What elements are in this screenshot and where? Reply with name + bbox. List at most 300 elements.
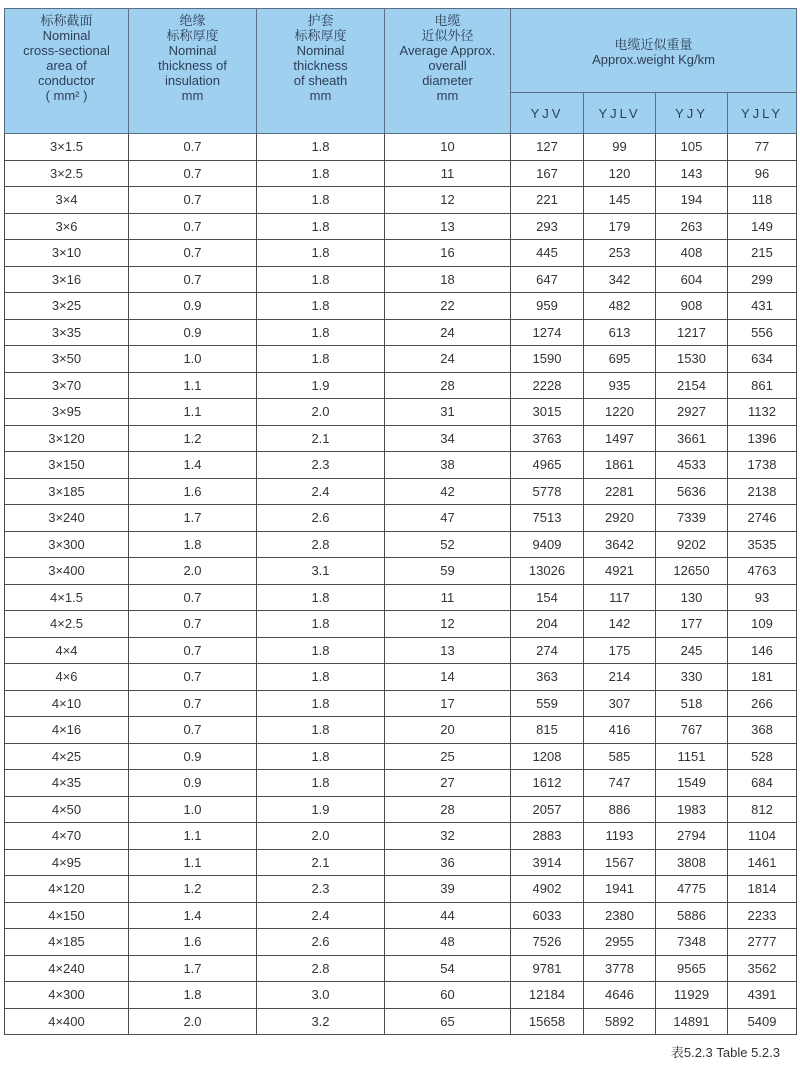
sheath-cell: 1.9 [257, 372, 385, 399]
sheath-cell: 1.8 [257, 743, 385, 770]
yjv-weight-cell: 7526 [511, 929, 584, 956]
sheath-cell: 1.8 [257, 717, 385, 744]
table-row [5, 584, 797, 611]
yjv-weight-cell: 167 [511, 160, 584, 187]
yjv-weight-cell: 12184 [511, 982, 584, 1009]
cross-section-cell: 4×95 [5, 849, 129, 876]
yjlv-weight-cell: 214 [584, 664, 656, 691]
table-row [5, 266, 797, 293]
yjy-weight-cell: 1530 [656, 346, 728, 373]
header-yjly: YJLY [728, 93, 797, 134]
yjlv-weight-cell: 1193 [584, 823, 656, 850]
sheath-cell: 1.8 [257, 611, 385, 638]
cross-section-cell: 4×400 [5, 1008, 129, 1035]
header-approx-weight: 电缆近似重量 Approx.weight Kg/km [511, 9, 797, 93]
insulation-cell: 1.0 [129, 796, 257, 823]
table-row [5, 876, 797, 903]
yjv-weight-cell: 445 [511, 240, 584, 267]
yjy-weight-cell: 1983 [656, 796, 728, 823]
diameter-cell: 65 [385, 1008, 511, 1035]
header-yjv: YJV [511, 93, 584, 134]
header-yjlv: YJLV [584, 93, 656, 134]
sheath-cell: 1.8 [257, 584, 385, 611]
sheath-cell: 1.8 [257, 690, 385, 717]
yjly-weight-cell: 5409 [728, 1008, 797, 1035]
yjlv-weight-cell: 307 [584, 690, 656, 717]
yjly-weight-cell: 1132 [728, 399, 797, 426]
insulation-cell: 0.9 [129, 743, 257, 770]
yjy-weight-cell: 9565 [656, 955, 728, 982]
yjv-weight-cell: 3763 [511, 425, 584, 452]
yjlv-weight-cell: 416 [584, 717, 656, 744]
yjy-weight-cell: 143 [656, 160, 728, 187]
yjly-weight-cell: 4763 [728, 558, 797, 585]
yjly-weight-cell: 4391 [728, 982, 797, 1009]
yjv-weight-cell: 127 [511, 134, 584, 161]
table-row [5, 213, 797, 240]
yjy-weight-cell: 767 [656, 717, 728, 744]
yjly-weight-cell: 1461 [728, 849, 797, 876]
cross-section-cell: 4×1.5 [5, 584, 129, 611]
table-row [5, 346, 797, 373]
sheath-cell: 2.8 [257, 531, 385, 558]
yjlv-weight-cell: 175 [584, 637, 656, 664]
yjlv-weight-cell: 2955 [584, 929, 656, 956]
yjlv-weight-cell: 99 [584, 134, 656, 161]
yjv-weight-cell: 154 [511, 584, 584, 611]
yjy-weight-cell: 11929 [656, 982, 728, 1009]
cross-section-cell: 4×4 [5, 637, 129, 664]
yjlv-weight-cell: 747 [584, 770, 656, 797]
diameter-cell: 59 [385, 558, 511, 585]
diameter-cell: 11 [385, 160, 511, 187]
yjly-weight-cell: 96 [728, 160, 797, 187]
insulation-cell: 0.7 [129, 611, 257, 638]
sheath-cell: 2.6 [257, 929, 385, 956]
insulation-cell: 1.7 [129, 955, 257, 982]
diameter-cell: 54 [385, 955, 511, 982]
diameter-cell: 11 [385, 584, 511, 611]
table-row [5, 160, 797, 187]
cross-section-cell: 3×16 [5, 266, 129, 293]
diameter-cell: 32 [385, 823, 511, 850]
yjv-weight-cell: 5778 [511, 478, 584, 505]
table-row [5, 240, 797, 267]
insulation-cell: 1.8 [129, 531, 257, 558]
cross-section-cell: 4×185 [5, 929, 129, 956]
diameter-cell: 14 [385, 664, 511, 691]
insulation-cell: 0.7 [129, 160, 257, 187]
table-row [5, 955, 797, 982]
table-row [5, 134, 797, 161]
table-row [5, 478, 797, 505]
diameter-cell: 24 [385, 346, 511, 373]
yjv-weight-cell: 1274 [511, 319, 584, 346]
insulation-cell: 0.7 [129, 717, 257, 744]
yjly-weight-cell: 118 [728, 187, 797, 214]
sheath-cell: 1.8 [257, 266, 385, 293]
yjlv-weight-cell: 2920 [584, 505, 656, 532]
yjv-weight-cell: 6033 [511, 902, 584, 929]
diameter-cell: 17 [385, 690, 511, 717]
yjlv-weight-cell: 142 [584, 611, 656, 638]
cross-section-cell: 4×300 [5, 982, 129, 1009]
diameter-cell: 38 [385, 452, 511, 479]
yjlv-weight-cell: 1220 [584, 399, 656, 426]
cable-spec-table [4, 8, 797, 1035]
diameter-cell: 39 [385, 876, 511, 903]
header-yjy: YJY [656, 93, 728, 134]
cross-section-cell: 3×1.5 [5, 134, 129, 161]
diameter-cell: 60 [385, 982, 511, 1009]
yjly-weight-cell: 299 [728, 266, 797, 293]
table-row [5, 611, 797, 638]
diameter-cell: 20 [385, 717, 511, 744]
yjy-weight-cell: 130 [656, 584, 728, 611]
yjy-weight-cell: 245 [656, 637, 728, 664]
diameter-cell: 10 [385, 134, 511, 161]
yjy-weight-cell: 2927 [656, 399, 728, 426]
table-row [5, 293, 797, 320]
yjly-weight-cell: 861 [728, 372, 797, 399]
sheath-cell: 2.4 [257, 902, 385, 929]
table-row [5, 770, 797, 797]
table-row [5, 1008, 797, 1035]
insulation-cell: 0.9 [129, 770, 257, 797]
sheath-cell: 3.0 [257, 982, 385, 1009]
diameter-cell: 36 [385, 849, 511, 876]
sheath-cell: 1.8 [257, 319, 385, 346]
sheath-cell: 2.0 [257, 399, 385, 426]
diameter-cell: 52 [385, 531, 511, 558]
yjlv-weight-cell: 2281 [584, 478, 656, 505]
cross-section-cell: 3×2.5 [5, 160, 129, 187]
table-row [5, 399, 797, 426]
yjlv-weight-cell: 1567 [584, 849, 656, 876]
sheath-cell: 2.6 [257, 505, 385, 532]
insulation-cell: 0.7 [129, 690, 257, 717]
cross-section-cell: 3×70 [5, 372, 129, 399]
yjv-weight-cell: 559 [511, 690, 584, 717]
yjlv-weight-cell: 179 [584, 213, 656, 240]
sheath-cell: 1.8 [257, 637, 385, 664]
insulation-cell: 1.2 [129, 425, 257, 452]
table-row [5, 558, 797, 585]
cross-section-cell: 4×240 [5, 955, 129, 982]
yjlv-weight-cell: 120 [584, 160, 656, 187]
diameter-cell: 13 [385, 213, 511, 240]
yjy-weight-cell: 908 [656, 293, 728, 320]
cross-section-cell: 4×10 [5, 690, 129, 717]
yjy-weight-cell: 105 [656, 134, 728, 161]
sheath-cell: 1.8 [257, 213, 385, 240]
yjv-weight-cell: 9409 [511, 531, 584, 558]
table-row [5, 690, 797, 717]
yjly-weight-cell: 556 [728, 319, 797, 346]
yjly-weight-cell: 2777 [728, 929, 797, 956]
diameter-cell: 18 [385, 266, 511, 293]
insulation-cell: 0.9 [129, 319, 257, 346]
yjly-weight-cell: 109 [728, 611, 797, 638]
insulation-cell: 1.6 [129, 929, 257, 956]
yjv-weight-cell: 2228 [511, 372, 584, 399]
yjly-weight-cell: 3562 [728, 955, 797, 982]
yjly-weight-cell: 215 [728, 240, 797, 267]
yjly-weight-cell: 1104 [728, 823, 797, 850]
yjv-weight-cell: 959 [511, 293, 584, 320]
yjly-weight-cell: 634 [728, 346, 797, 373]
table-caption: 表5.2.3 Table 5.2.3 [670, 1045, 780, 1060]
diameter-cell: 48 [385, 929, 511, 956]
yjy-weight-cell: 5886 [656, 902, 728, 929]
yjlv-weight-cell: 613 [584, 319, 656, 346]
sheath-cell: 2.4 [257, 478, 385, 505]
yjy-weight-cell: 7348 [656, 929, 728, 956]
table-row [5, 187, 797, 214]
yjly-weight-cell: 3535 [728, 531, 797, 558]
insulation-cell: 0.7 [129, 134, 257, 161]
sheath-cell: 1.8 [257, 346, 385, 373]
diameter-cell: 28 [385, 796, 511, 823]
table-body [5, 134, 797, 1035]
cross-section-cell: 3×120 [5, 425, 129, 452]
yjv-weight-cell: 204 [511, 611, 584, 638]
insulation-cell: 1.8 [129, 982, 257, 1009]
header-sheath-thickness: 护套 标称厚度 Nominal thickness of sheath mm [257, 9, 385, 134]
header-cross-section: 标称截面 Nominal cross-sectional area of conductor ( mm² ) [5, 9, 129, 134]
yjlv-weight-cell: 1861 [584, 452, 656, 479]
insulation-cell: 0.7 [129, 664, 257, 691]
cross-section-cell: 3×240 [5, 505, 129, 532]
cross-section-cell: 4×35 [5, 770, 129, 797]
diameter-cell: 28 [385, 372, 511, 399]
insulation-cell: 0.7 [129, 187, 257, 214]
cross-section-cell: 3×25 [5, 293, 129, 320]
yjlv-weight-cell: 4646 [584, 982, 656, 1009]
yjlv-weight-cell: 1941 [584, 876, 656, 903]
insulation-cell: 0.9 [129, 293, 257, 320]
yjv-weight-cell: 1612 [511, 770, 584, 797]
insulation-cell: 1.7 [129, 505, 257, 532]
cross-section-cell: 4×50 [5, 796, 129, 823]
yjly-weight-cell: 684 [728, 770, 797, 797]
yjly-weight-cell: 2138 [728, 478, 797, 505]
diameter-cell: 34 [385, 425, 511, 452]
yjlv-weight-cell: 886 [584, 796, 656, 823]
yjv-weight-cell: 4902 [511, 876, 584, 903]
sheath-cell: 1.8 [257, 664, 385, 691]
insulation-cell: 2.0 [129, 1008, 257, 1035]
cross-section-cell: 4×70 [5, 823, 129, 850]
insulation-cell: 1.0 [129, 346, 257, 373]
cross-section-cell: 3×35 [5, 319, 129, 346]
table-row [5, 902, 797, 929]
cross-section-cell: 4×16 [5, 717, 129, 744]
yjly-weight-cell: 266 [728, 690, 797, 717]
yjlv-weight-cell: 1497 [584, 425, 656, 452]
sheath-cell: 2.1 [257, 425, 385, 452]
table-row [5, 982, 797, 1009]
cross-section-cell: 3×50 [5, 346, 129, 373]
insulation-cell: 1.1 [129, 399, 257, 426]
yjy-weight-cell: 12650 [656, 558, 728, 585]
insulation-cell: 0.7 [129, 240, 257, 267]
yjv-weight-cell: 2057 [511, 796, 584, 823]
sheath-cell: 3.2 [257, 1008, 385, 1035]
insulation-cell: 0.7 [129, 266, 257, 293]
yjy-weight-cell: 518 [656, 690, 728, 717]
yjly-weight-cell: 2233 [728, 902, 797, 929]
yjv-weight-cell: 1208 [511, 743, 584, 770]
table-row [5, 319, 797, 346]
yjlv-weight-cell: 935 [584, 372, 656, 399]
diameter-cell: 22 [385, 293, 511, 320]
yjly-weight-cell: 1396 [728, 425, 797, 452]
yjy-weight-cell: 604 [656, 266, 728, 293]
yjv-weight-cell: 3914 [511, 849, 584, 876]
sheath-cell: 3.1 [257, 558, 385, 585]
table-row [5, 796, 797, 823]
yjlv-weight-cell: 2380 [584, 902, 656, 929]
yjy-weight-cell: 1217 [656, 319, 728, 346]
yjy-weight-cell: 9202 [656, 531, 728, 558]
yjly-weight-cell: 431 [728, 293, 797, 320]
yjly-weight-cell: 368 [728, 717, 797, 744]
yjy-weight-cell: 263 [656, 213, 728, 240]
yjv-weight-cell: 9781 [511, 955, 584, 982]
yjly-weight-cell: 93 [728, 584, 797, 611]
yjly-weight-cell: 181 [728, 664, 797, 691]
cross-section-cell: 4×150 [5, 902, 129, 929]
yjy-weight-cell: 3661 [656, 425, 728, 452]
yjlv-weight-cell: 253 [584, 240, 656, 267]
insulation-cell: 1.4 [129, 902, 257, 929]
diameter-cell: 24 [385, 319, 511, 346]
cross-section-cell: 3×300 [5, 531, 129, 558]
yjlv-weight-cell: 4921 [584, 558, 656, 585]
yjlv-weight-cell: 585 [584, 743, 656, 770]
insulation-cell: 0.7 [129, 584, 257, 611]
yjy-weight-cell: 1549 [656, 770, 728, 797]
yjy-weight-cell: 14891 [656, 1008, 728, 1035]
yjv-weight-cell: 221 [511, 187, 584, 214]
table-row [5, 425, 797, 452]
yjv-weight-cell: 815 [511, 717, 584, 744]
cross-section-cell: 3×150 [5, 452, 129, 479]
sheath-cell: 1.8 [257, 160, 385, 187]
yjv-weight-cell: 274 [511, 637, 584, 664]
yjy-weight-cell: 4775 [656, 876, 728, 903]
yjv-weight-cell: 1590 [511, 346, 584, 373]
yjy-weight-cell: 7339 [656, 505, 728, 532]
sheath-cell: 1.8 [257, 293, 385, 320]
yjlv-weight-cell: 695 [584, 346, 656, 373]
insulation-cell: 1.1 [129, 849, 257, 876]
yjlv-weight-cell: 3642 [584, 531, 656, 558]
header-overall-diameter: 电缆 近似外径 Average Approx. overall diameter mm [385, 9, 511, 134]
yjlv-weight-cell: 145 [584, 187, 656, 214]
diameter-cell: 44 [385, 902, 511, 929]
table-row [5, 637, 797, 664]
yjly-weight-cell: 1814 [728, 876, 797, 903]
sheath-cell: 2.8 [257, 955, 385, 982]
cross-section-cell: 3×6 [5, 213, 129, 240]
diameter-cell: 16 [385, 240, 511, 267]
cross-section-cell: 3×400 [5, 558, 129, 585]
header-insulation-thickness: 绝缘 标称厚度 Nominal thickness of insulation mm [129, 9, 257, 134]
yjy-weight-cell: 408 [656, 240, 728, 267]
cross-section-cell: 4×25 [5, 743, 129, 770]
table-row [5, 823, 797, 850]
yjv-weight-cell: 4965 [511, 452, 584, 479]
yjly-weight-cell: 146 [728, 637, 797, 664]
sheath-cell: 2.3 [257, 876, 385, 903]
yjlv-weight-cell: 482 [584, 293, 656, 320]
sheath-cell: 1.8 [257, 187, 385, 214]
cross-section-cell: 4×120 [5, 876, 129, 903]
diameter-cell: 27 [385, 770, 511, 797]
yjy-weight-cell: 194 [656, 187, 728, 214]
yjy-weight-cell: 1151 [656, 743, 728, 770]
sheath-cell: 2.3 [257, 452, 385, 479]
sheath-cell: 2.1 [257, 849, 385, 876]
yjy-weight-cell: 2154 [656, 372, 728, 399]
yjy-weight-cell: 4533 [656, 452, 728, 479]
yjv-weight-cell: 13026 [511, 558, 584, 585]
sheath-cell: 2.0 [257, 823, 385, 850]
yjly-weight-cell: 528 [728, 743, 797, 770]
table-row [5, 372, 797, 399]
yjy-weight-cell: 177 [656, 611, 728, 638]
cross-section-cell: 3×10 [5, 240, 129, 267]
yjy-weight-cell: 2794 [656, 823, 728, 850]
table-row [5, 664, 797, 691]
cross-section-cell: 3×4 [5, 187, 129, 214]
yjv-weight-cell: 2883 [511, 823, 584, 850]
sheath-cell: 1.8 [257, 770, 385, 797]
yjv-weight-cell: 647 [511, 266, 584, 293]
yjy-weight-cell: 5636 [656, 478, 728, 505]
insulation-cell: 1.1 [129, 372, 257, 399]
yjly-weight-cell: 2746 [728, 505, 797, 532]
table-row [5, 452, 797, 479]
yjly-weight-cell: 1738 [728, 452, 797, 479]
yjy-weight-cell: 3808 [656, 849, 728, 876]
yjlv-weight-cell: 117 [584, 584, 656, 611]
diameter-cell: 31 [385, 399, 511, 426]
cross-section-cell: 4×2.5 [5, 611, 129, 638]
yjlv-weight-cell: 3778 [584, 955, 656, 982]
insulation-cell: 1.4 [129, 452, 257, 479]
yjy-weight-cell: 330 [656, 664, 728, 691]
sheath-cell: 1.8 [257, 240, 385, 267]
diameter-cell: 25 [385, 743, 511, 770]
sheath-cell: 1.9 [257, 796, 385, 823]
table-row [5, 849, 797, 876]
table-row [5, 929, 797, 956]
insulation-cell: 0.7 [129, 213, 257, 240]
sheath-cell: 1.8 [257, 134, 385, 161]
diameter-cell: 13 [385, 637, 511, 664]
yjv-weight-cell: 3015 [511, 399, 584, 426]
yjv-weight-cell: 15658 [511, 1008, 584, 1035]
diameter-cell: 12 [385, 187, 511, 214]
yjly-weight-cell: 812 [728, 796, 797, 823]
yjlv-weight-cell: 342 [584, 266, 656, 293]
insulation-cell: 2.0 [129, 558, 257, 585]
diameter-cell: 12 [385, 611, 511, 638]
insulation-cell: 0.7 [129, 637, 257, 664]
